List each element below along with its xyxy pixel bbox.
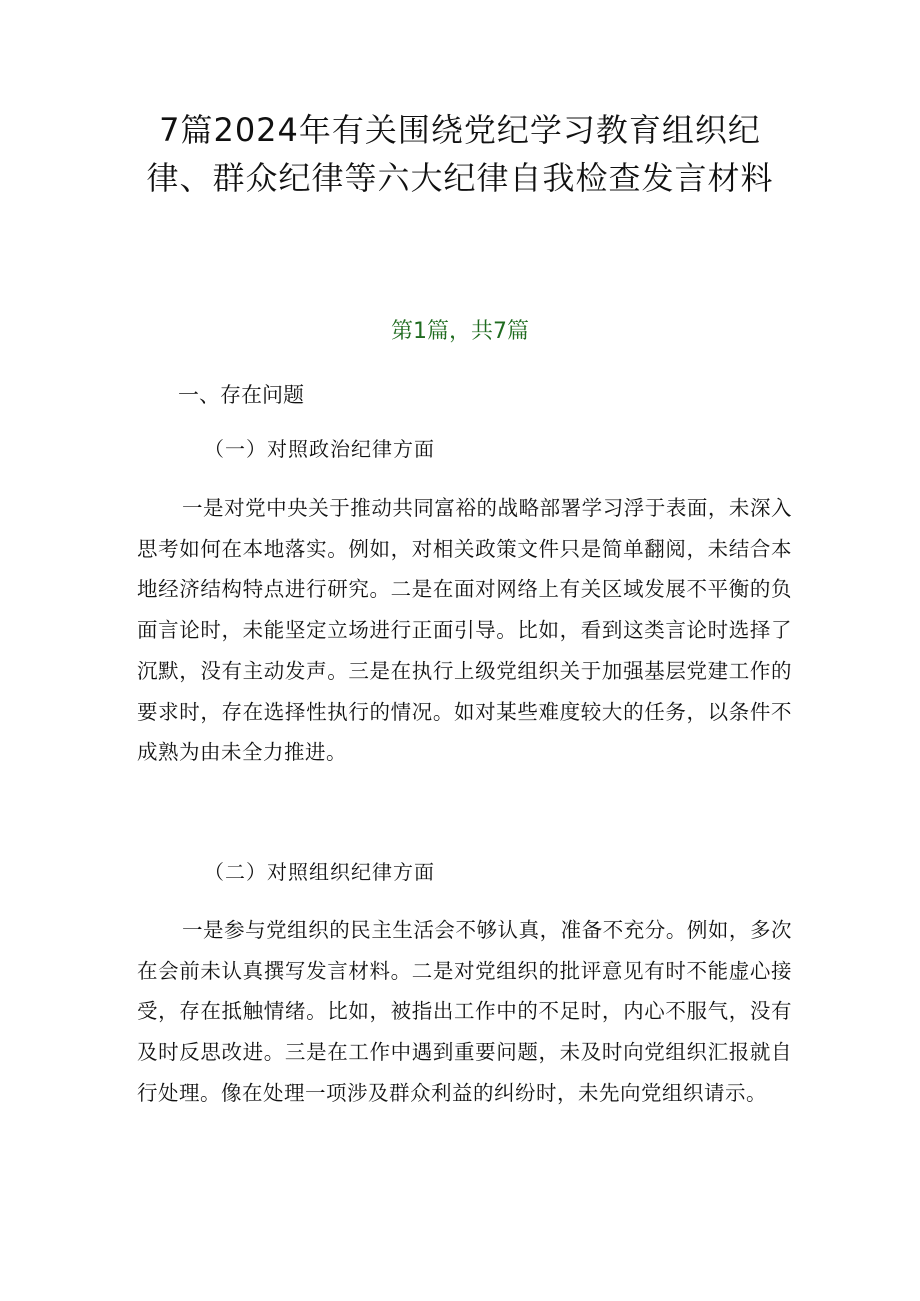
subsection-heading-political: （一）对照政治纪律方面	[204, 437, 435, 461]
part-indicator: 第1篇，共7篇	[391, 319, 529, 344]
document-title: 7篇2024年有关围绕党纪学习教育组织纪律、群众纪律等六大纪律自我检查发言材料	[146, 111, 774, 197]
subsection-paragraph-organizational: 一是参与党组织的民主生活会不够认真，准备不充分。例如，多次在会前未认真撰写发言材料。二是对党组织的批评意见有时不能虚心接受，存在抵触情绪。比如，被指出工作中的不足时，内心不服气，没有及时反思改进。三是在工作中遇到重要问题，未及时向党组织汇报就自行处理。像在处理一项涉及群众利益的纠纷时，未先向党组织请示。	[137, 918, 792, 1105]
subsection-heading-organizational: （二）对照组织纪律方面	[204, 860, 435, 884]
section-heading: 一、存在问题	[178, 383, 304, 407]
subsection-paragraph-political: 一是对党中央关于推动共同富裕的战略部署学习浮于表面，未深入思考如何在本地落实。例如，对相关政策文件只是简单翻阅，未结合本地经济结构特点进行研究。二是在面对网络上有关区域发展不平衡的负面言论时，未能坚定立场进行正面引导。比如，看到这类言论时选择了沉默，没有主动发声。三是在执行上级党组织关于加强基层党建工作的要求时，存在选择性执行的情况。如对某些难度较大的任务，以条件不成熟为由未全力推进。	[137, 496, 792, 765]
